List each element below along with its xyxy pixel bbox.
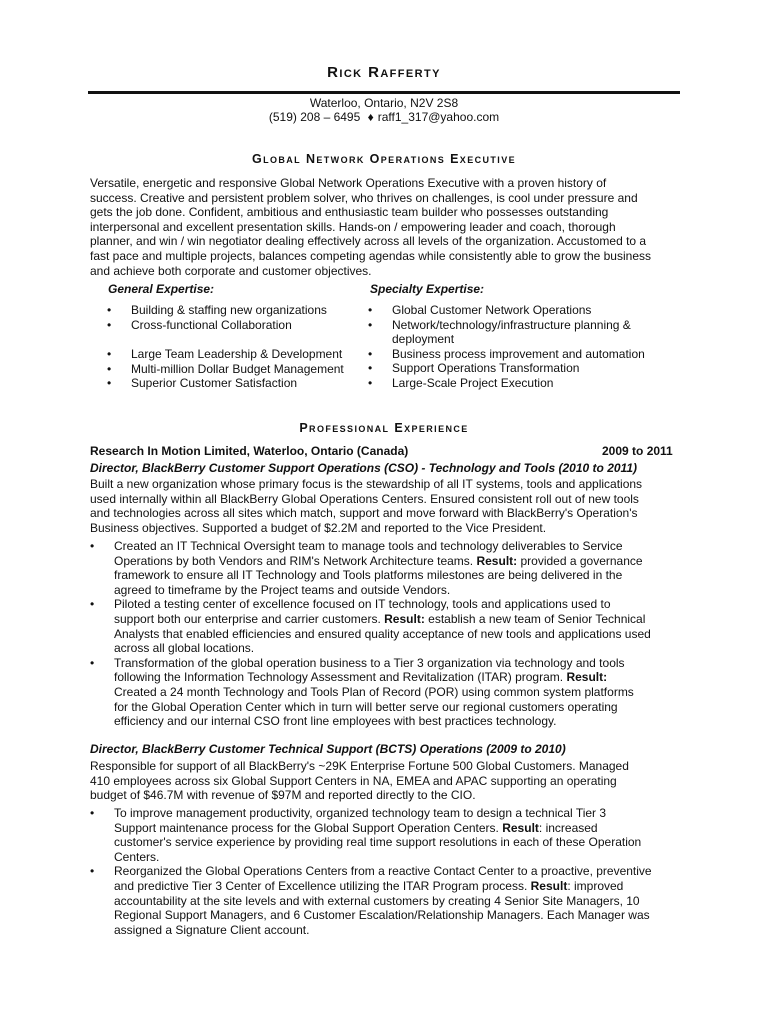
company-name: Research In Motion Limited, Waterloo, Ontario (Canada) <box>90 444 409 458</box>
summary-line: interpersonal and excellent presentation skills. Hands-on / empowering leader and coach, thorough <box>90 219 616 234</box>
bullet-icon: • <box>368 361 373 376</box>
bullet-icon: • <box>90 806 95 820</box>
bullet-icon: • <box>368 317 373 332</box>
list-item: • Large-Scale Project Execution <box>368 375 554 390</box>
candidate-name: Rick Rafferty <box>327 64 441 81</box>
summary-title: Global Network Operations Executive <box>251 152 517 166</box>
list-item: • Piloted a testing center of excellence focused on IT technology, tools and applications used to support both our enterprise and carrier customers. Result: establish a new team of Senior Technical Analysts that enabled efficiencies and ensured quality acceptance of new tools and applications used across all global locations. <box>90 597 651 656</box>
specialty-expertise-title: Specialty Expertise: <box>370 282 485 296</box>
list-item: • Global Customer Network Operations <box>368 303 592 317</box>
list-item: • Network/technology/infrastructure planning & <box>368 317 631 332</box>
role-title: Director, BlackBerry Customer Technical Support (BCTS) Operations (2009 to 2010) <box>90 742 566 756</box>
general-expertise-list <box>107 303 344 391</box>
bullet-icon: • <box>368 375 373 390</box>
summary-line: gets the job done. Confident, ambitious and enthusiastic team builder who possesses outstanding <box>90 205 609 220</box>
specialty-expertise-list <box>368 303 645 391</box>
address: Waterloo, Ontario, N2V 2S8 <box>309 96 459 110</box>
bullet-icon: • <box>107 317 112 332</box>
list-item: • Transformation of the global operation business to a Tier 3 organization via technology and tools following the Information Technology Assessment and Revitalization (ITAR) program. Result: Created a 24 month Technology and Tools Plan of Record (POR) using common system platforms for the Global Operation Center which in turn will better serve our regional customers operating efficiency and our internal CSO front line employees with best practices technology. <box>90 655 634 729</box>
bullet-icon: • <box>368 303 373 317</box>
bullet-icon: • <box>90 655 95 670</box>
summary-line: success. Creative and persistent problem solver, who thrives on challenges, is cool under pressure and <box>90 190 638 205</box>
diamond-separator-icon: ♦ <box>367 110 374 124</box>
summary-line: fast pace and multiple projects, balances competing agendas while consistently able to grow the business <box>90 248 651 263</box>
list-item: • Reorganized the Global Operations Centers from a reactive Contact Center to a proactive, preventive and predictive Tier 3 Center of Excellence utilizing the ITAR Program process. Result: improved accountability at the site levels and with external customers by creating 4 Senior Site Managers, 10 Regional Support Managers, and 6 Customer Escalation/Relationship Managers. Each Manager was assigned a Signature Client account. <box>90 864 652 937</box>
experience-title: Professional Experience <box>299 421 469 435</box>
email[interactable]: raff1_317@yahoo.com <box>377 110 500 124</box>
list-item: • Multi-million Dollar Budget Management <box>107 361 344 376</box>
role-description: Built a new organization whose primary focus is the stewardship of all IT systems, tools and applications used internally within all BlackBerry Global Operations Centers. Ensured consistent roll out of new tools and technologies across all sites which match, support and move forward with BlackBerry's Operation's Business objectives. Supported a budget of $2.2M and reported to the Vice President. <box>90 477 643 535</box>
general-expertise-title: General Expertise: <box>108 282 215 296</box>
role-title: Director, BlackBerry Customer Support Operations (CSO) - Technology and Tools (2010 to 2011) <box>90 461 638 475</box>
summary-line: planner, and win / win negotiator dealing effectively across all levels of the organization. Accustomed to a <box>90 234 647 249</box>
phone: (519) 208 – 6495 <box>268 110 361 124</box>
list-item: • Business process improvement and automation <box>368 346 645 361</box>
employment-dates: 2009 to 2011 <box>602 444 673 458</box>
list-item: • To improve management productivity, organized technology team to design a technical Tier 3 Support maintenance process for the Global Support Operation Centers. Result: increased customer's service experience by providing real time support resolutions in each of these Operation Centers. <box>90 806 642 864</box>
bullet-icon: • <box>90 539 95 553</box>
bullet-icon: • <box>107 303 112 317</box>
list-item: • Building & staffing new organizations <box>107 303 327 317</box>
list-item-continuation: deployment <box>392 332 455 347</box>
list-item: • Large Team Leadership & Development <box>107 347 343 362</box>
contact-line <box>0 110 768 125</box>
bullet-icon: • <box>368 346 373 361</box>
bullet-icon: • <box>107 361 112 376</box>
role-description: Responsible for support of all BlackBerry's ~29K Enterprise Fortune 500 Global Customers. Managed 410 employees across six Global Support Centers in NA, EMEA and APAC supporting an operating budget of $46.7M with revenue of $97M and reported directly to the CIO. <box>90 759 629 803</box>
role-achievements <box>90 539 680 729</box>
summary-line: and achieve both corporate and customer objectives. <box>90 263 372 278</box>
list-item: • Support Operations Transformation <box>368 361 580 376</box>
header-divider <box>88 91 680 94</box>
bullet-icon: • <box>90 864 95 879</box>
list-item: • Created an IT Technical Oversight team to manage tools and technology deliverables to Service Operations by both Vendors and RIM's Network Architecture teams. Result: provided a governance framework to ensure all IT Technology and Tools platforms milestones are being delivered in the agreed to timeframe by the Project teams and outside Vendors. <box>90 539 643 597</box>
bullet-icon: • <box>90 597 95 612</box>
summary-line: Versatile, energetic and responsive Global Network Operations Executive with a proven history of <box>90 176 607 190</box>
role-achievements <box>90 806 680 937</box>
bullet-icon: • <box>107 347 112 362</box>
list-item: • Cross-functional Collaboration <box>107 317 292 332</box>
summary-paragraph <box>90 176 680 278</box>
list-item: • Superior Customer Satisfaction <box>107 376 298 391</box>
bullet-icon: • <box>107 376 112 391</box>
